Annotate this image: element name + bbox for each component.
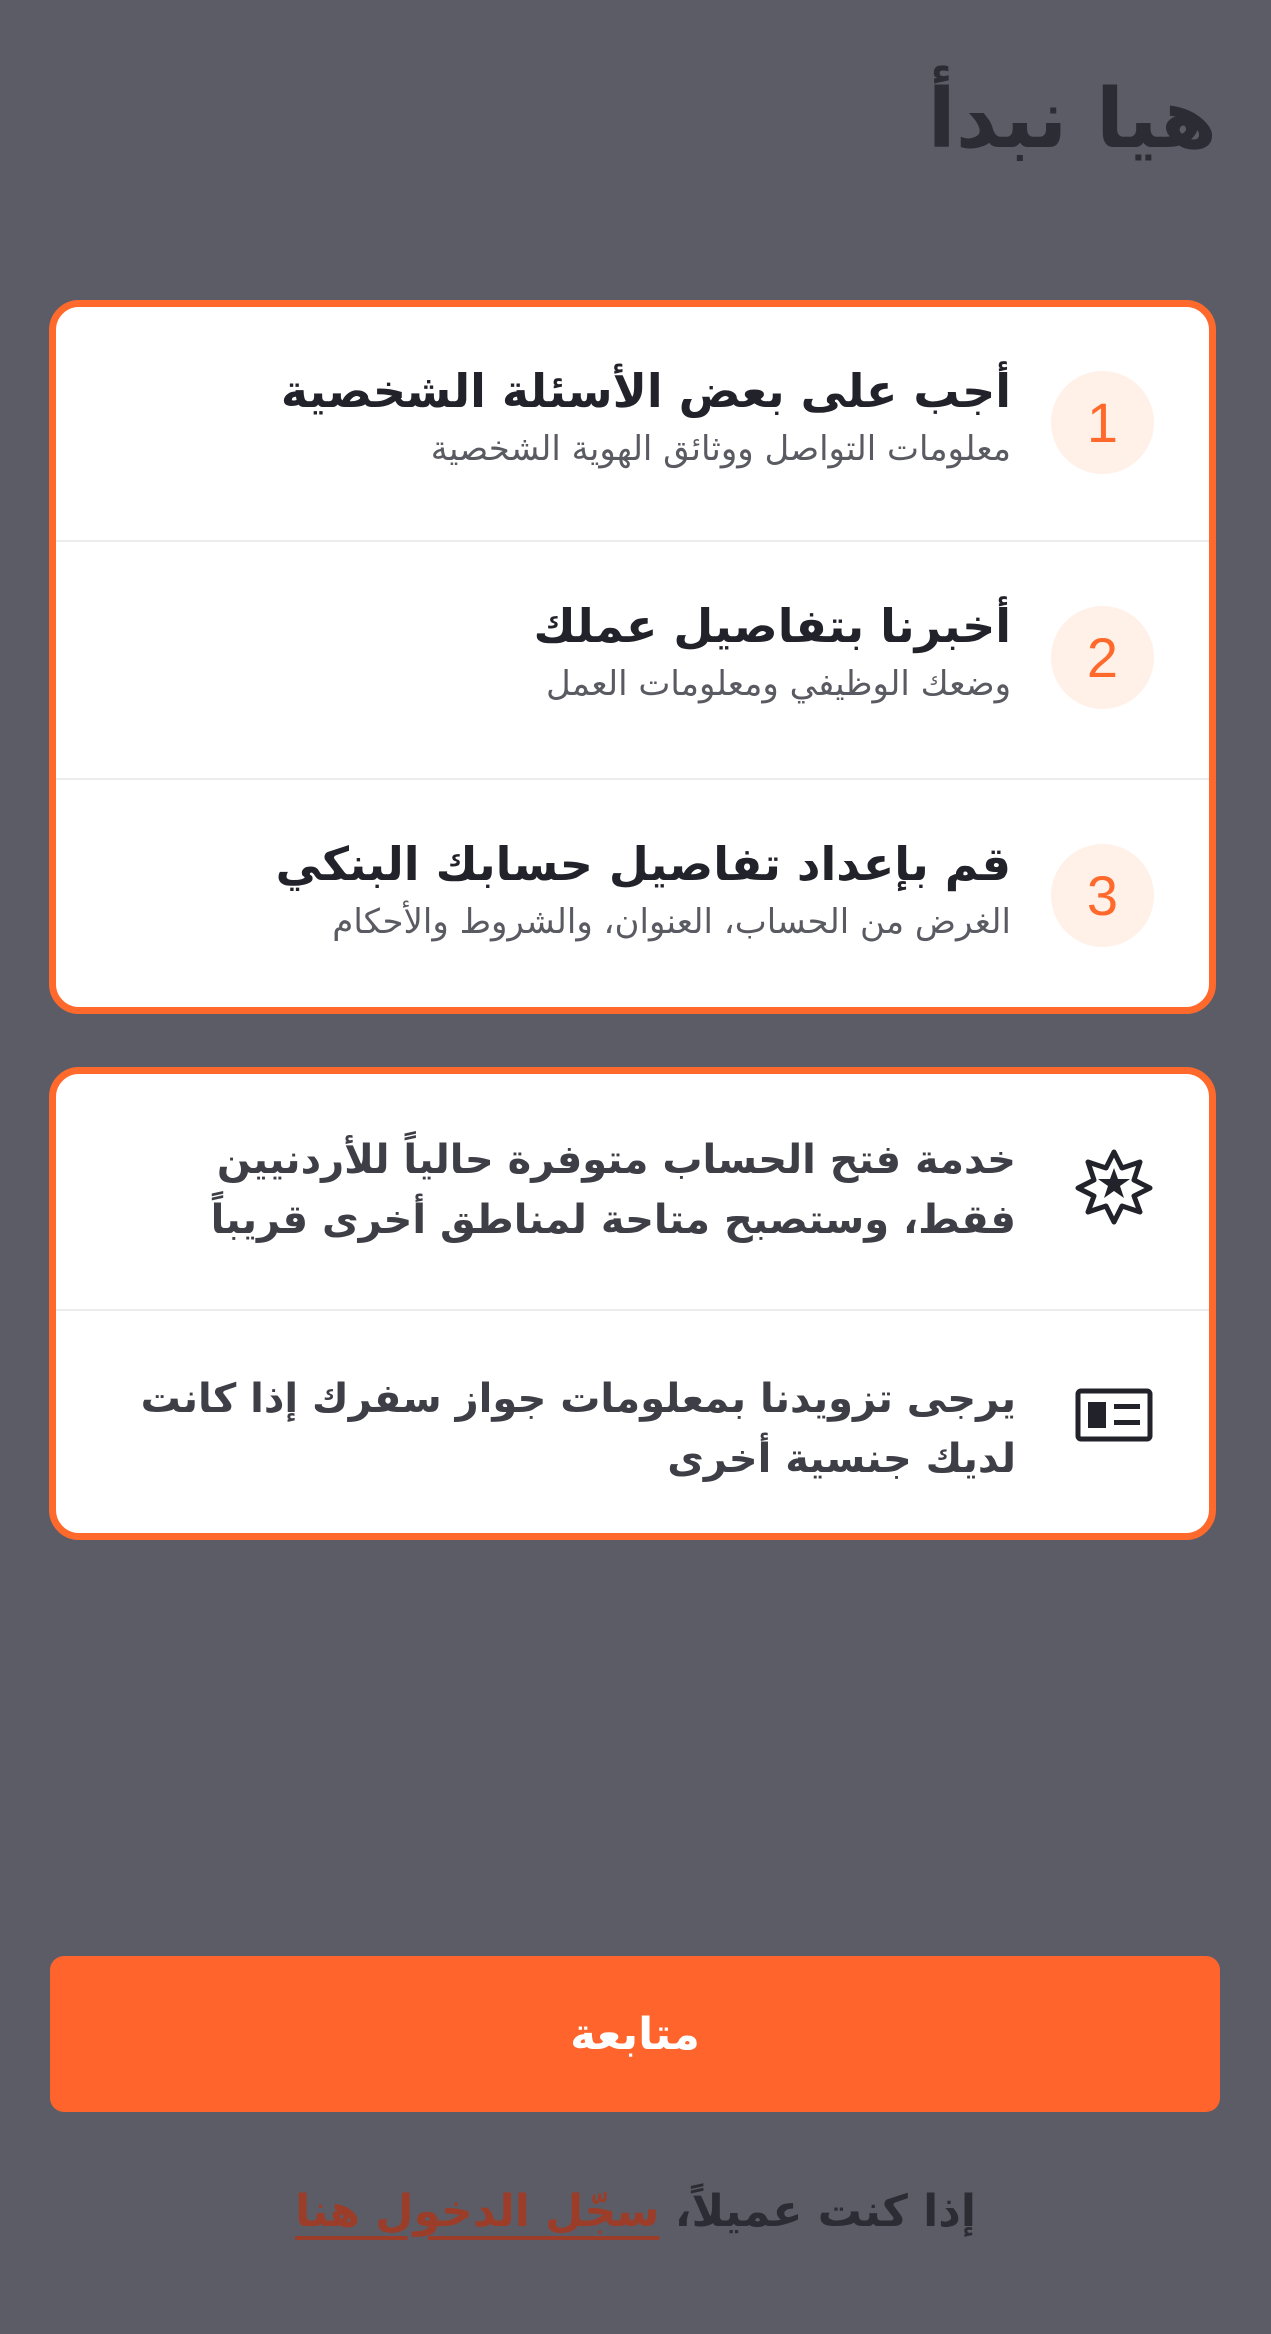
- id-card-icon: [1074, 1375, 1154, 1455]
- step-item: [56, 542, 1209, 778]
- step-item: [56, 780, 1209, 1014]
- info-note-item: [56, 1311, 1209, 1540]
- login-prompt: [0, 2180, 1271, 2244]
- login-prompt-text: إذا كنت عميلاً،: [674, 2186, 976, 2237]
- info-note-text: خدمة فتح الحساب متوفرة حالياً للأردنيين فقط، وستصبح متاحة لمناطق أخرى قريباً: [210, 1137, 1016, 1243]
- star-burst-icon: [1074, 1146, 1154, 1226]
- info-note-text: يرجى تزويدنا بمعلومات جواز سفرك إذا كانت لديك جنسية أخرى: [140, 1376, 1016, 1482]
- step-subtitle: معلومات التواصل ووثائق الهوية الشخصية: [430, 429, 1011, 469]
- steps-card: [49, 300, 1216, 1014]
- info-notes-card: [49, 1067, 1216, 1540]
- step-subtitle: وضعك الوظيفي ومعلومات العمل: [545, 664, 1011, 704]
- step-text: [111, 832, 1011, 948]
- step-item: [56, 307, 1209, 540]
- login-link[interactable]: سجّل الدخول هنا: [295, 2186, 660, 2237]
- page-title: هيا نبدأ: [927, 72, 1217, 167]
- step-title: أخبرنا بتفاصيل عملك: [533, 599, 1011, 653]
- step-number-badge: 1: [1051, 371, 1154, 474]
- info-note-item: [56, 1074, 1209, 1309]
- step-subtitle: الغرض من الحساب، العنوان، والشروط والأحكام: [332, 902, 1011, 942]
- step-title: قم بإعداد تفاصيل حسابك البنكي: [275, 837, 1011, 891]
- step-number-badge: 3: [1051, 844, 1154, 947]
- step-title: أجب على بعض الأسئلة الشخصية: [280, 364, 1011, 418]
- continue-button[interactable]: متابعة: [50, 1956, 1220, 2112]
- step-text: [111, 594, 1011, 710]
- step-number-badge: 2: [1051, 606, 1154, 709]
- step-text: [111, 359, 1011, 475]
